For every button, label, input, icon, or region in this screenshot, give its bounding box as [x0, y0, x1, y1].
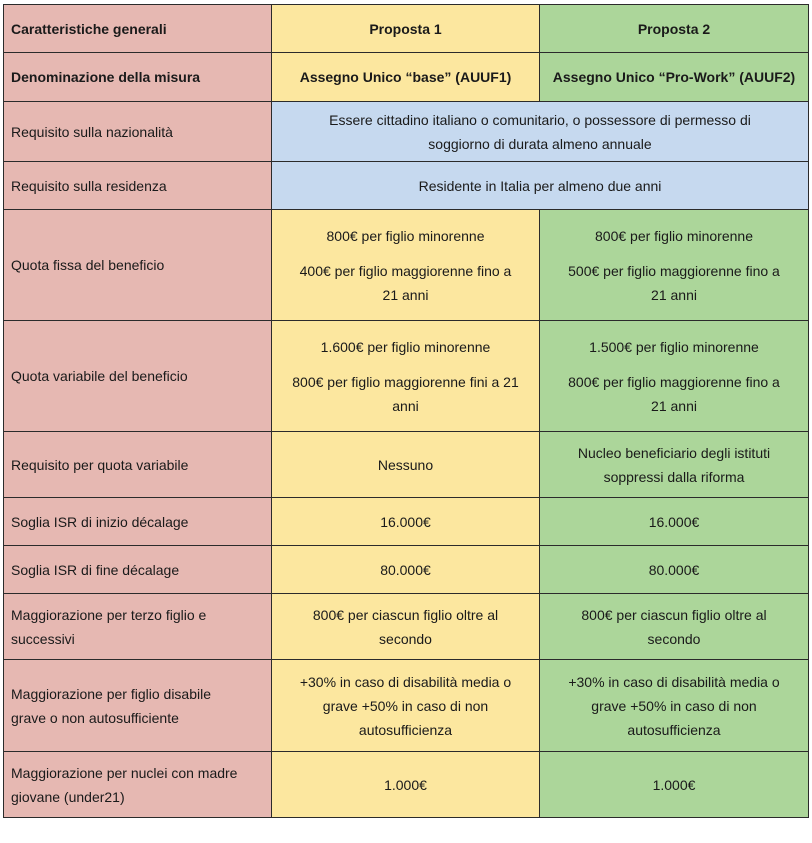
row-soglia-fine — [4, 546, 809, 594]
cell-line: 800€ per figlio maggiorenne fini a 21 — [292, 373, 519, 390]
proposta-2-cell — [540, 321, 809, 432]
cell-line: Maggiorazione per figlio disabile — [11, 685, 212, 702]
cell-line: 1.500€ per figlio minorenne — [589, 338, 759, 355]
cell-line: 500€ per figlio maggiorenne fino a — [568, 262, 780, 279]
row-residenza — [4, 162, 809, 210]
row-label — [4, 594, 272, 660]
cell-line: 800€ per ciascun figlio oltre al — [312, 606, 499, 623]
proposta-2-cell: Assegno Unico “Pro-Work” (AUUF2) — [540, 53, 809, 102]
cell-line: 1.600€ per figlio minorenne — [320, 338, 491, 355]
cell-line: 400€ per figlio maggiorenne fino a — [299, 262, 512, 279]
shared-cell: Residente in Italia per almeno due anni — [272, 162, 809, 210]
cell-line: 800€ per ciascun figlio oltre al — [581, 606, 767, 623]
cell-line: secondo — [379, 630, 432, 647]
row-label: Quota variabile del beneficio — [4, 321, 272, 432]
proposta-1-cell: 1.000€ — [272, 752, 540, 818]
cell-line: 800€ per figlio maggiorenne fino a — [568, 373, 780, 390]
row-label: Soglia ISR di inizio décalage — [4, 498, 272, 546]
cell-line: Nucleo beneficiario degli istituti — [577, 444, 771, 461]
comparison-table — [3, 4, 809, 818]
cell-line: grave o non autosufficiente — [11, 709, 179, 726]
row-quota-fissa — [4, 210, 809, 321]
row-label: Requisito per quota variabile — [4, 432, 272, 498]
cell-line: +30% in caso di disabilità media o — [299, 673, 512, 690]
cell-line: 21 anni — [651, 397, 697, 414]
row-label: Requisito sulla residenza — [4, 162, 272, 210]
row-requisito-variabile — [4, 432, 809, 498]
row-terzo-figlio — [4, 594, 809, 660]
proposta-2-cell — [540, 660, 809, 752]
row-label — [4, 752, 272, 818]
cell-line: 21 anni — [382, 286, 429, 303]
row-madre-giovane — [4, 752, 809, 818]
row-nazionalita — [4, 102, 809, 162]
header-caratteristiche: Caratteristiche generali — [4, 5, 272, 53]
proposta-1-cell: Assegno Unico “base” (AUUF1) — [272, 53, 540, 102]
proposta-1-cell: Nessuno — [272, 432, 540, 498]
cell-line: anni — [392, 397, 419, 414]
row-label — [4, 660, 272, 752]
cell-line: 800€ per figlio minorenne — [326, 227, 485, 244]
cell-line: soppressi dalla riforma — [603, 468, 745, 485]
cell-line: autosufficienza — [627, 721, 721, 738]
cell-line: successivi — [11, 630, 75, 647]
cell-line: secondo — [647, 630, 701, 647]
cell-line: grave +50% in caso di non — [591, 697, 757, 714]
proposta-2-cell: 80.000€ — [540, 546, 809, 594]
cell-line: +30% in caso di disabilità media o — [568, 673, 780, 690]
proposta-2-cell — [540, 432, 809, 498]
proposta-2-cell — [540, 210, 809, 321]
cell-line: 21 anni — [651, 286, 697, 303]
row-label: Denominazione della misura — [4, 53, 272, 102]
proposta-1-cell — [272, 660, 540, 752]
cell-line: soggiorno di durata almeno annuale — [428, 135, 652, 152]
header-proposta-2: Proposta 2 — [540, 5, 809, 53]
cell-line: grave +50% in caso di non — [322, 697, 489, 714]
row-denominazione — [4, 53, 809, 102]
proposta-1-cell: 80.000€ — [272, 546, 540, 594]
row-soglia-inizio — [4, 498, 809, 546]
row-quota-variabile — [4, 321, 809, 432]
row-label: Requisito sulla nazionalità — [4, 102, 272, 162]
proposta-2-cell: 16.000€ — [540, 498, 809, 546]
proposta-2-cell: 1.000€ — [540, 752, 809, 818]
proposta-1-cell — [272, 210, 540, 321]
proposta-1-cell — [272, 321, 540, 432]
row-disabile — [4, 660, 809, 752]
cell-line: autosufficienza — [358, 721, 453, 738]
row-label: Quota fissa del beneficio — [4, 210, 272, 321]
cell-line: giovane (under21) — [11, 788, 125, 805]
shared-cell — [272, 102, 809, 162]
proposta-1-cell — [272, 594, 540, 660]
cell-line: Maggiorazione per terzo figlio e — [11, 606, 207, 623]
cell-line: Essere cittadino italiano o comunitario, o possessore di permesso di — [329, 111, 751, 128]
proposta-2-cell — [540, 594, 809, 660]
cell-line: 800€ per figlio minorenne — [595, 227, 753, 244]
proposta-1-cell: 16.000€ — [272, 498, 540, 546]
header-proposta-1: Proposta 1 — [272, 5, 540, 53]
cell-line: Maggiorazione per nuclei con madre — [11, 764, 238, 781]
header-row — [4, 5, 809, 53]
row-label: Soglia ISR di fine décalage — [4, 546, 272, 594]
